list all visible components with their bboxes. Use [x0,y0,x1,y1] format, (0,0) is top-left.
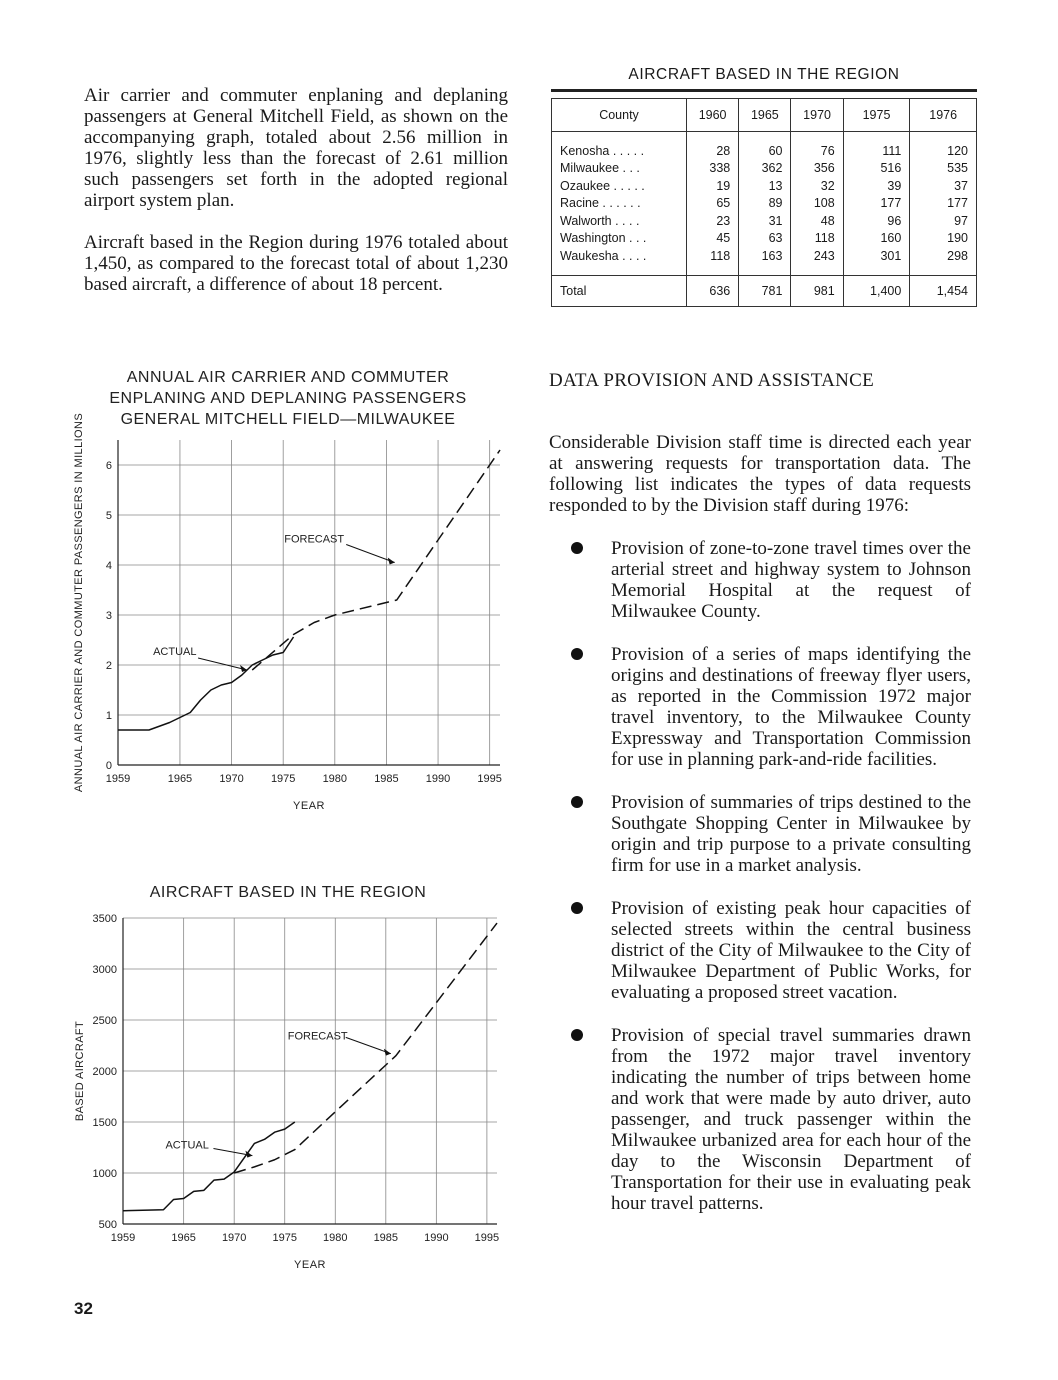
value-cell: 13 [739,177,791,195]
list-item [549,898,971,1003]
value-cell: 118 [791,230,843,248]
y-tick-label: 2000 [92,1066,117,1078]
x-tick-label: 1980 [322,773,348,785]
county-cell: Milwaukee . . . [552,160,687,178]
value-cell: 65 [687,195,739,213]
x-tick-label: 1995 [474,1232,500,1244]
aircraft-based-table [551,98,977,307]
total-cell: 1,400 [843,275,910,306]
chart-title: ANNUAL AIR CARRIER AND COMMUTER [126,369,450,386]
based-aircraft-chart [0,870,530,1280]
table-row [552,230,977,248]
x-tick-label: 1975 [272,1232,297,1244]
value-cell: 535 [910,160,977,178]
list-item-text: Provision of special travel summaries drawn from the 1972 major travel inventory indicating the number of trips between home and work that were made by auto driver, auto passenger, and truck passenger within the Milwaukee urbanized area for each hour of the day to the Wisconsin Department of Transportation for their use in evaluating peak hour travel patterns. [611,1025,971,1214]
list-item [549,1025,971,1214]
header-county: County [552,99,687,132]
value-cell: 177 [910,195,977,213]
value-cell: 356 [791,160,843,178]
chart-title: GENERAL MITCHELL FIELD—MILWAUKEE [120,411,456,428]
value-cell: 111 [843,132,910,160]
y-tick-label: 2 [105,660,112,672]
total-label-cell: Total [552,275,687,306]
aircraft-table-title: AIRCRAFT BASED IN THE REGION [628,66,900,83]
total-cell: 636 [687,275,739,306]
value-cell: 298 [910,247,977,275]
annotation-label: FORECAST [284,533,345,546]
x-tick-label: 1995 [477,773,502,785]
value-cell: 118 [687,247,739,275]
annotation-arrow [388,558,395,565]
x-tick-label: 1959 [105,773,131,785]
chart-title: ENPLANING AND DEPLANING PASSENGERS [109,390,467,407]
value-cell: 301 [843,247,910,275]
value-cell: 37 [910,177,977,195]
x-axis-title: YEAR [294,1259,326,1271]
y-tick-label: 3 [105,610,112,622]
y-tick-label: 5 [105,510,112,522]
data-provision-heading: DATA PROVISION AND ASSISTANCE [549,370,875,391]
bullet-icon [571,1029,583,1041]
annotation-label: FORECAST [287,1030,348,1043]
value-cell: 362 [739,160,791,178]
y-tick-label: 1500 [92,1117,117,1129]
list-item-text: Provision of summaries of trips destined to the Southgate Shopping Center in Milwaukee by origin and trip purpose to a private consulting firm for use in a market analysis. [611,792,971,876]
header-1975: 1975 [843,99,910,132]
table-row [552,177,977,195]
total-cell: 781 [739,275,791,306]
intro-paragraph-1: Air carrier and commuter enplaning and deplaning passengers at General Mitchell Field, as shown on the accompanying graph, totaled about 2.56 million in 1976, slightly less than the forecast of 2.61 million such passengers set forth in the adopted regional airport system plan. [84,85,508,211]
header-1970: 1970 [791,99,843,132]
x-tick-label: 1965 [167,773,193,785]
county-cell: Kenosha . . . . . [552,132,687,160]
value-cell: 60 [739,132,791,160]
header-1976: 1976 [910,99,977,132]
y-axis-title: BASED AIRCRAFT [74,1020,86,1122]
value-cell: 338 [687,160,739,178]
value-cell: 96 [843,212,910,230]
x-tick-label: 1965 [171,1232,196,1244]
x-tick-label: 1985 [373,1232,399,1244]
y-tick-label: 1 [105,710,112,722]
bullet-icon [571,542,583,554]
header-1965: 1965 [739,99,791,132]
value-cell: 160 [843,230,910,248]
bullet-icon [571,648,583,660]
annotation-arrow [384,1049,391,1056]
x-tick-label: 1990 [424,1232,449,1244]
value-cell: 243 [791,247,843,275]
annotation-label: ACTUAL [165,1139,209,1152]
table-row [552,160,977,178]
y-tick-label: 4 [105,560,112,572]
annotation-label: ACTUAL [153,646,197,658]
value-cell: 28 [687,132,739,160]
list-item-text: Provision of zone-to-zone travel times over the arterial street and highway system to Johnson Memorial Hospital at the request of Milwaukee County. [611,538,971,622]
series-line-actual [123,1122,295,1211]
annotation-leader [198,658,247,670]
value-cell: 19 [687,177,739,195]
series-line-forecast [234,923,497,1173]
page-number: 32 [74,1299,93,1318]
bullet-icon [571,902,583,914]
x-tick-label: 1959 [110,1232,136,1244]
value-cell: 190 [910,230,977,248]
data-provision-list [549,538,971,1236]
value-cell: 31 [739,212,791,230]
county-cell: Walworth . . . . [552,212,687,230]
x-tick-label: 1975 [270,773,296,785]
county-cell: Waukesha . . . . [552,247,687,275]
annotation-leader [346,545,394,563]
table-row [552,195,977,213]
value-cell: 76 [791,132,843,160]
value-cell: 63 [739,230,791,248]
value-cell: 120 [910,132,977,160]
county-cell: Racine . . . . . . [552,195,687,213]
value-cell: 177 [843,195,910,213]
table-header-row [552,99,977,132]
x-axis-title: YEAR [293,800,325,812]
total-cell: 1,454 [910,275,977,306]
list-item-text: Provision of existing peak hour capacities of selected streets within the central business district of the City of Milwaukee to the City of Milwaukee Department of Public Works, for evaluating a proposed street vacation. [611,898,971,1003]
table-row [552,132,977,160]
chart-title: AIRCRAFT BASED IN THE REGION [149,884,427,901]
annotation-leader [346,1037,391,1053]
value-cell: 89 [739,195,791,213]
value-cell: 97 [910,212,977,230]
y-tick-label: 500 [98,1219,117,1231]
total-cell: 981 [791,275,843,306]
y-tick-label: 0 [105,760,112,772]
series-line-forecast [252,450,500,670]
value-cell: 32 [791,177,843,195]
aircraft-table-rule [551,89,977,92]
value-cell: 23 [687,212,739,230]
y-axis-title: ANNUAL AIR CARRIER AND COMMUTER PASSENGERS IN MILLIONS [73,412,85,793]
y-tick-label: 1000 [92,1168,117,1180]
header-1960: 1960 [687,99,739,132]
x-tick-label: 1990 [425,773,451,785]
y-tick-label: 2500 [92,1015,117,1027]
list-item [549,792,971,876]
value-cell: 516 [843,160,910,178]
y-tick-label: 6 [105,460,112,472]
value-cell: 108 [791,195,843,213]
data-provision-intro: Considerable Division staff time is directed each year at answering requests for transportation data. The following list indicates the types of data requests responded to by the Division staff during 1976: [549,432,971,516]
table-row [552,212,977,230]
x-tick-label: 1980 [323,1232,348,1244]
value-cell: 163 [739,247,791,275]
y-tick-label: 3500 [92,913,117,925]
passengers-chart [0,360,530,820]
bullet-icon [571,796,583,808]
table-row [552,247,977,275]
x-tick-label: 1985 [374,773,399,785]
value-cell: 48 [791,212,843,230]
value-cell: 45 [687,230,739,248]
list-item [549,644,971,770]
county-cell: Ozaukee . . . . . [552,177,687,195]
x-tick-label: 1970 [219,773,244,785]
intro-paragraph-2: Aircraft based in the Region during 1976 totaled about 1,450, as compared to the forecast total of about 1,230 based aircraft, a difference of about 18 percent. [84,232,508,295]
y-tick-label: 3000 [92,964,117,976]
x-tick-label: 1970 [221,1232,247,1244]
list-item-text: Provision of a series of maps identifying the origins and destinations of freeway flyer users, as reported in the Commission 1972 major travel inventory, to the Milwaukee County Expressway and Transportation Commission for use in planning park-and-ride facilities. [611,644,971,770]
series-line-actual [118,637,294,730]
value-cell: 39 [843,177,910,195]
table-total-row [552,275,977,306]
list-item [549,538,971,622]
county-cell: Washington . . . [552,230,687,248]
